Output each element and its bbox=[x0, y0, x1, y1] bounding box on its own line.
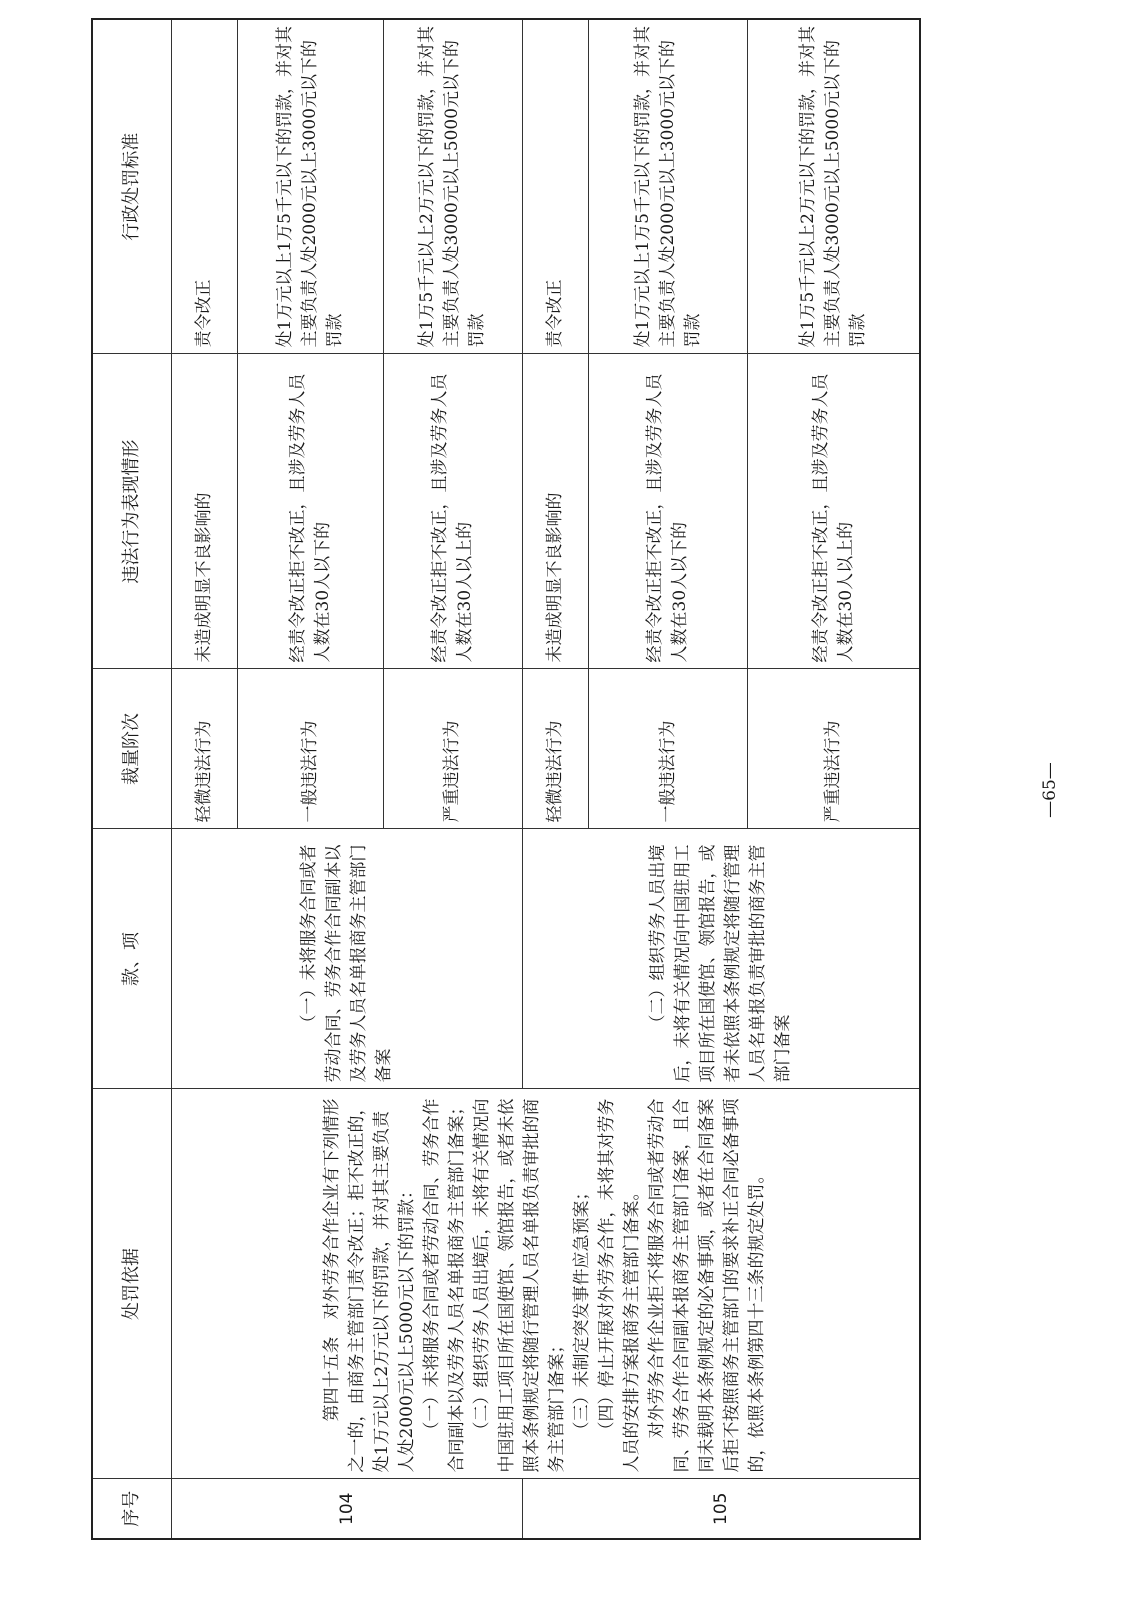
basis-paragraph: （一）未将服务合同或者劳动合同、劳务合作合同副本以及劳务人员名单报商务主管部门备案； bbox=[422, 1098, 468, 1473]
standard-cell: 处1万元以上1万5千元以下的罚款，并对其主要负责人处2000元以上3000元以下的罚款 bbox=[589, 19, 748, 354]
level-cell: 严重违法行为 bbox=[748, 669, 920, 829]
clause-text: （一）未将服务合同或者劳动合同、劳务合作合同副本以及劳务人员名单报商务主管部门备案 bbox=[299, 844, 394, 1083]
situation-cell: 经责令改正拒不改正，且涉及劳务人员人数在30人以下的 bbox=[589, 354, 748, 669]
basis-paragraph: （四）停止开展对外劳务合作，未将其对劳务人员的安排方案报商务主管部门备案。 bbox=[597, 1098, 643, 1473]
level-cell: 轻微违法行为 bbox=[171, 669, 237, 829]
standard-cell: 责令改正 bbox=[523, 19, 589, 354]
rotated-page-content bbox=[91, 20, 921, 1540]
situation-cell: 未造成明显不良影响的 bbox=[171, 354, 237, 669]
header-seq: 序号 bbox=[92, 1479, 171, 1539]
seq-cell-105: 105 bbox=[523, 1479, 920, 1539]
level-cell: 一般违法行为 bbox=[238, 669, 384, 829]
standard-cell: 责令改正 bbox=[171, 19, 237, 354]
level-cell: 轻微违法行为 bbox=[523, 669, 589, 829]
basis-paragraph: （三）未制定突发事件应急预案； bbox=[572, 1183, 593, 1439]
standard-cell: 处1万5千元以上2万元以下的罚款，并对其主要负责人处3000元以上5000元以下的罚款 bbox=[748, 19, 920, 354]
table-row bbox=[171, 19, 237, 1539]
standard-cell: 处1万元以上1万5千元以下的罚款，并对其主要负责人处2000元以上3000元以下的罚款 bbox=[238, 19, 384, 354]
table-header-row bbox=[92, 19, 171, 1539]
basis-paragraph: 第四十五条 对外劳务合作企业有下列情形之一的，由商务主管部门责令改正；拒不改正的，处1万元以上2万元以下的罚款，并对其主要负责人处2000元以上5000元以下的罚款： bbox=[322, 1098, 418, 1473]
clause-cell-105 bbox=[523, 829, 920, 1089]
situation-cell: 经责令改正拒不改正，且涉及劳务人员人数在30人以上的 bbox=[748, 354, 920, 669]
seq-cell-104: 104 bbox=[171, 1479, 522, 1539]
situation-cell: 未造成明显不良影响的 bbox=[523, 354, 589, 669]
situation-cell: 经责令改正拒不改正，且涉及劳务人员人数在30人以上的 bbox=[383, 354, 522, 669]
header-level: 裁量阶次 bbox=[92, 669, 171, 829]
basis-paragraph: （二）组织劳务人员出境后，未将有关情况向中国驻用工项目所在国使馆、领馆报告，或者未依照本条例规定将随行管理人员名单报负责审批的商务主管部门备案； bbox=[472, 1098, 568, 1473]
standard-cell: 处1万5千元以上2万元以下的罚款，并对其主要负责人处3000元以上5000元以下的罚款 bbox=[383, 19, 522, 354]
header-standard: 行政处罚标准 bbox=[92, 19, 171, 354]
header-basis: 处罚依据 bbox=[92, 1089, 171, 1479]
clause-text: （二）组织劳务人员出境后，未将有关情况向中国驻用工项目所在国使馆、领馆报告，或者未依照本条例规定将随行管理人员名单报负责审批的商务主管部门备案 bbox=[648, 844, 794, 1083]
situation-cell: 经责令改正拒不改正，且涉及劳务人员人数在30人以下的 bbox=[238, 354, 384, 669]
header-situation: 违法行为表现情形 bbox=[92, 354, 171, 669]
level-cell: 一般违法行为 bbox=[589, 669, 748, 829]
penalty-standard-table bbox=[91, 18, 921, 1540]
basis-paragraph: 对外劳务合作企业拒不将服务合同或者劳动合同、劳务合作合同副本报商务主管部门备案，且合同未载明本条例规定的必备事项，或者在合同备案后拒不按照商务主管部门的要求补正合同必备事项的，依照本条例第四十三条的规定处罚。 bbox=[647, 1098, 768, 1473]
penalty-basis-cell bbox=[171, 1089, 920, 1479]
page-number: —65— bbox=[1040, 762, 1060, 818]
level-cell: 严重违法行为 bbox=[383, 669, 522, 829]
clause-cell-104 bbox=[171, 829, 522, 1089]
header-clause: 款、项 bbox=[92, 829, 171, 1089]
